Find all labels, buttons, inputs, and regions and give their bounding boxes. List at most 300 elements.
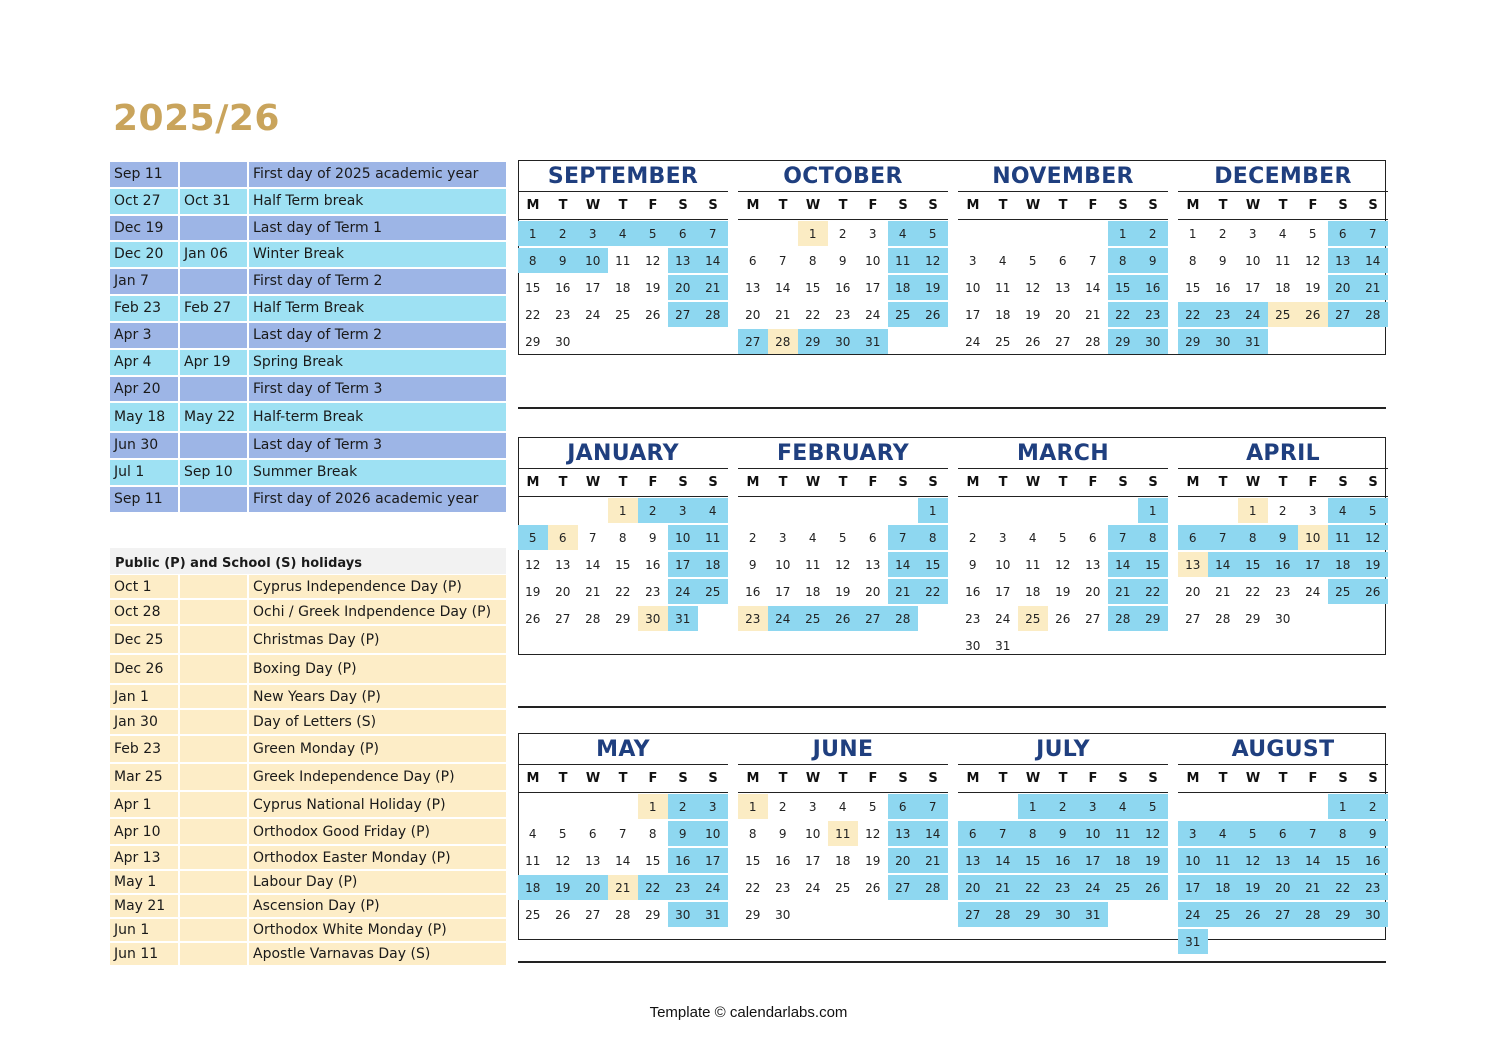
- weekday-label: T: [558, 475, 568, 490]
- weekday-label: S: [928, 771, 938, 786]
- holiday-date-cell: Apr 1: [110, 792, 180, 817]
- empty-day-cell: [888, 329, 918, 354]
- day-cell: 19: [835, 585, 851, 599]
- day-cell: 2: [748, 531, 757, 545]
- footer-credit: Template © calendarlabs.com: [649, 1004, 848, 1021]
- week-row: [738, 497, 948, 524]
- day-cell: 2: [1358, 794, 1388, 819]
- day-cell: 13: [865, 558, 881, 572]
- weekday-label: T: [1218, 771, 1228, 786]
- day-cell: 6: [958, 821, 988, 846]
- weekday-label: F: [1088, 771, 1098, 786]
- weekday-label: F: [648, 771, 658, 786]
- week-row: [1178, 524, 1388, 551]
- day-cell: 1: [1018, 794, 1048, 819]
- term-description-cell: Last day of Term 3: [249, 433, 506, 458]
- day-cell: 6: [1328, 221, 1358, 246]
- week-row: [958, 274, 1168, 301]
- empty-day-cell: [518, 498, 548, 523]
- holiday-row: [110, 846, 506, 871]
- day-cell: 4: [1108, 794, 1138, 819]
- weekday-label: T: [1058, 771, 1068, 786]
- day-cell: 17: [965, 308, 981, 322]
- empty-day-cell: [1298, 329, 1328, 354]
- holiday-name-cell: Ascension Day (P): [249, 895, 506, 917]
- term-description-cell: Last day of Term 2: [249, 323, 506, 348]
- day-cell: 27: [585, 908, 601, 922]
- empty-day-cell: [1268, 794, 1298, 819]
- day-cell: 24: [768, 606, 798, 631]
- day-cell: 24: [668, 579, 698, 604]
- weekday-label: M: [526, 198, 540, 213]
- day-cell: 2: [548, 221, 578, 246]
- holiday-name-cell: Cyprus Independence Day (P): [249, 575, 506, 598]
- empty-day-cell: [1108, 902, 1138, 927]
- day-cell: 27: [1268, 902, 1298, 927]
- holiday-row: [110, 792, 506, 819]
- holiday-date-cell: Jun 1: [110, 919, 180, 941]
- day-cell: 1: [1238, 498, 1268, 523]
- day-cell: 27: [1185, 612, 1201, 626]
- day-cell: 8: [1328, 821, 1358, 846]
- empty-day-cell: [518, 794, 548, 819]
- holiday-name-cell: Cyprus National Holiday (P): [249, 792, 506, 817]
- day-cell: 10: [1078, 821, 1108, 846]
- term-start-cell: Oct 27: [110, 189, 180, 214]
- day-cell: 10: [668, 525, 698, 550]
- holiday-empty-cell: [180, 819, 249, 844]
- month-name: NOVEMBER: [992, 164, 1134, 189]
- day-cell: 15: [1108, 275, 1138, 300]
- weekday-label: S: [1368, 198, 1378, 213]
- empty-day-cell: [578, 794, 608, 819]
- holiday-date-cell: Dec 25: [110, 626, 180, 653]
- day-cell: 12: [555, 854, 571, 868]
- day-cell: 17: [1245, 281, 1261, 295]
- holiday-date-cell: Jan 1: [110, 685, 180, 708]
- day-cell: 3: [998, 531, 1007, 545]
- month-december: [1178, 162, 1388, 355]
- day-cell: 30: [828, 329, 858, 354]
- month-may: [518, 735, 728, 928]
- day-cell: 6: [888, 794, 918, 819]
- weekday-label: F: [1308, 771, 1318, 786]
- empty-day-cell: [1078, 633, 1108, 658]
- day-cell: 18: [995, 308, 1011, 322]
- weekday-label: T: [778, 475, 788, 490]
- weekday-label: W: [1245, 475, 1261, 490]
- day-cell: 21: [888, 579, 918, 604]
- day-cell: 19: [645, 281, 661, 295]
- day-cell: 20: [555, 585, 571, 599]
- empty-day-cell: [768, 221, 798, 246]
- day-cell: 7: [588, 531, 597, 545]
- day-cell: 3: [778, 531, 787, 545]
- holiday-date-cell: May 21: [110, 895, 180, 917]
- weekday-label: M: [1186, 475, 1200, 490]
- month-october: [738, 162, 948, 355]
- day-cell: 19: [865, 854, 881, 868]
- day-cell: 3: [1308, 504, 1317, 518]
- day-cell: 9: [1138, 248, 1168, 273]
- weekday-label: F: [1088, 198, 1098, 213]
- day-cell: 20: [1185, 585, 1201, 599]
- day-cell: 22: [1018, 875, 1048, 900]
- month-name: MAY: [596, 737, 650, 762]
- empty-day-cell: [1178, 794, 1208, 819]
- term-row: [110, 433, 506, 460]
- term-end-cell: [180, 377, 249, 401]
- week-row: [958, 632, 1168, 659]
- day-cell: 25: [615, 308, 631, 322]
- term-row: [110, 377, 506, 403]
- week-row: [1178, 874, 1388, 901]
- empty-day-cell: [1358, 606, 1388, 631]
- day-cell: 17: [1178, 875, 1208, 900]
- holiday-row: [110, 655, 506, 685]
- weekday-label: F: [648, 475, 658, 490]
- weekday-label: T: [1278, 475, 1288, 490]
- holiday-name-cell: Orthodox White Monday (P): [249, 919, 506, 941]
- day-cell: 28: [1298, 902, 1328, 927]
- holiday-name-cell: Greek Independence Day (P): [249, 764, 506, 790]
- day-cell: 16: [745, 585, 761, 599]
- day-cell: 25: [1268, 302, 1298, 327]
- day-cell: 10: [865, 254, 881, 268]
- day-cell: 21: [918, 848, 948, 873]
- day-cell: 13: [1268, 848, 1298, 873]
- term-description-cell: First day of 2025 academic year: [249, 162, 506, 187]
- day-cell: 2: [838, 227, 847, 241]
- weekday-label: S: [1338, 475, 1348, 490]
- day-cell: 29: [1328, 902, 1358, 927]
- day-cell: 10: [995, 558, 1011, 572]
- weekday-header: [518, 191, 728, 220]
- day-cell: 4: [608, 221, 638, 246]
- holiday-empty-cell: [180, 600, 249, 624]
- day-cell: 29: [1178, 329, 1208, 354]
- empty-day-cell: [698, 329, 728, 354]
- holiday-name-cell: Ochi / Greek Indpendence Day (P): [249, 600, 506, 624]
- day-cell: 6: [1178, 525, 1208, 550]
- day-cell: 29: [745, 908, 761, 922]
- day-cell: 4: [528, 827, 537, 841]
- day-cell: 6: [548, 525, 578, 550]
- day-cell: 3: [868, 227, 877, 241]
- day-cell: 28: [585, 612, 601, 626]
- week-row: [738, 328, 948, 355]
- day-cell: 7: [988, 821, 1018, 846]
- day-cell: 3: [668, 498, 698, 523]
- empty-day-cell: [1048, 221, 1078, 246]
- weekday-header: [1178, 468, 1388, 497]
- holiday-name-cell: Boxing Day (P): [249, 655, 506, 683]
- term-end-cell: Jan 06: [180, 242, 249, 267]
- week-row: [518, 578, 728, 605]
- day-cell: 11: [615, 254, 631, 268]
- week-row: [738, 220, 948, 247]
- day-cell: 12: [865, 827, 881, 841]
- term-row: [110, 242, 506, 269]
- day-cell: 8: [748, 827, 757, 841]
- day-cell: 11: [828, 821, 858, 846]
- weekday-label: T: [618, 475, 628, 490]
- weekday-label: F: [1088, 475, 1098, 490]
- day-cell: 10: [1178, 848, 1208, 873]
- day-cell: 11: [525, 854, 541, 868]
- day-cell: 14: [615, 854, 631, 868]
- weekday-label: T: [1058, 198, 1068, 213]
- day-cell: 8: [648, 827, 657, 841]
- week-row: [738, 793, 948, 820]
- day-cell: 26: [1025, 335, 1041, 349]
- holiday-empty-cell: [180, 943, 249, 965]
- day-cell: 5: [518, 525, 548, 550]
- holiday-empty-cell: [180, 710, 249, 734]
- empty-day-cell: [958, 221, 988, 246]
- week-row: [738, 247, 948, 274]
- term-row: [110, 216, 506, 242]
- day-cell: 16: [645, 558, 661, 572]
- empty-day-cell: [1018, 221, 1048, 246]
- holiday-date-cell: Jun 11: [110, 943, 180, 965]
- weekday-label: T: [838, 198, 848, 213]
- day-cell: 15: [745, 854, 761, 868]
- empty-day-cell: [1268, 329, 1298, 354]
- day-cell: 28: [1215, 612, 1231, 626]
- holiday-row: [110, 600, 506, 626]
- weekday-label: W: [805, 198, 821, 213]
- day-cell: 28: [615, 908, 631, 922]
- weekday-label: F: [1308, 198, 1318, 213]
- day-cell: 9: [1358, 821, 1388, 846]
- term-row: [110, 162, 506, 189]
- day-cell: 6: [1088, 531, 1097, 545]
- day-cell: 17: [805, 854, 821, 868]
- day-cell: 12: [918, 248, 948, 273]
- holiday-name-cell: Orthodox Easter Monday (P): [249, 846, 506, 869]
- weekday-label: M: [966, 475, 980, 490]
- day-cell: 30: [1275, 612, 1291, 626]
- weekday-label: M: [1186, 771, 1200, 786]
- weekday-header: [1178, 191, 1388, 220]
- day-cell: 9: [1268, 525, 1298, 550]
- day-cell: 21: [1298, 875, 1328, 900]
- day-cell: 22: [1245, 585, 1261, 599]
- week-row: [738, 820, 948, 847]
- empty-day-cell: [888, 902, 918, 927]
- day-cell: 1: [1138, 498, 1168, 523]
- day-cell: 29: [1138, 606, 1168, 631]
- day-cell: 4: [1208, 821, 1238, 846]
- weekday-label: T: [1058, 475, 1068, 490]
- week-row: [958, 820, 1168, 847]
- empty-day-cell: [578, 329, 608, 354]
- day-cell: 25: [888, 302, 918, 327]
- day-cell: 30: [668, 902, 698, 927]
- week-row: [1178, 247, 1388, 274]
- empty-day-cell: [918, 902, 948, 927]
- day-cell: 6: [588, 827, 597, 841]
- weekday-label: S: [1338, 198, 1348, 213]
- holiday-row: [110, 819, 506, 846]
- term-row: [110, 323, 506, 350]
- day-cell: 19: [1358, 552, 1388, 577]
- day-cell: 30: [555, 335, 571, 349]
- month-name: JANUARY: [567, 441, 679, 466]
- day-cell: 30: [1358, 902, 1388, 927]
- term-end-cell: Sep 10: [180, 460, 249, 485]
- day-cell: 19: [1138, 848, 1168, 873]
- day-cell: 21: [1108, 579, 1138, 604]
- holiday-row: [110, 685, 506, 710]
- weekday-label: M: [526, 771, 540, 786]
- day-cell: 26: [1055, 612, 1071, 626]
- empty-day-cell: [1178, 498, 1208, 523]
- holiday-row: [110, 626, 506, 655]
- day-cell: 14: [1085, 281, 1101, 295]
- day-cell: 13: [888, 821, 918, 846]
- empty-day-cell: [1358, 329, 1388, 354]
- month-march: [958, 439, 1168, 659]
- week-row: [518, 328, 728, 355]
- day-cell: 29: [645, 908, 661, 922]
- day-cell: 14: [1108, 552, 1138, 577]
- empty-day-cell: [1358, 929, 1388, 954]
- day-cell: 4: [998, 254, 1007, 268]
- week-row: [518, 524, 728, 551]
- day-cell: 1: [918, 498, 948, 523]
- week-row: [958, 793, 1168, 820]
- weekday-label: W: [805, 475, 821, 490]
- day-cell: 18: [518, 875, 548, 900]
- term-start-cell: Apr 3: [110, 323, 180, 348]
- week-row: [958, 247, 1168, 274]
- day-cell: 4: [1278, 227, 1287, 241]
- day-cell: 30: [965, 639, 981, 653]
- day-cell: 28: [1358, 302, 1388, 327]
- weekday-label: T: [778, 771, 788, 786]
- day-cell: 27: [738, 329, 768, 354]
- day-cell: 20: [958, 875, 988, 900]
- day-cell: 20: [668, 275, 698, 300]
- day-cell: 26: [555, 908, 571, 922]
- term-row: [110, 350, 506, 377]
- weekday-label: S: [1148, 198, 1158, 213]
- day-cell: 13: [1085, 558, 1101, 572]
- day-cell: 16: [1268, 552, 1298, 577]
- day-cell: 30: [638, 606, 668, 631]
- empty-day-cell: [798, 498, 828, 523]
- day-cell: 5: [638, 221, 668, 246]
- day-cell: 14: [1358, 248, 1388, 273]
- day-cell: 25: [798, 606, 828, 631]
- day-cell: 12: [525, 558, 541, 572]
- holiday-empty-cell: [180, 895, 249, 917]
- day-cell: 1: [738, 794, 768, 819]
- weekday-header: [1178, 764, 1388, 793]
- week-row: [1178, 328, 1388, 355]
- term-description-cell: Winter Break: [249, 242, 506, 267]
- empty-day-cell: [958, 794, 988, 819]
- holiday-date-cell: Feb 23: [110, 736, 180, 762]
- term-start-cell: Jan 7: [110, 269, 180, 294]
- day-cell: 22: [918, 579, 948, 604]
- month-august: [1178, 735, 1388, 955]
- day-cell: 14: [775, 281, 791, 295]
- day-cell: 20: [865, 585, 881, 599]
- day-cell: 13: [1328, 248, 1358, 273]
- day-cell: 16: [965, 585, 981, 599]
- weekday-label: W: [1245, 771, 1261, 786]
- month-july: [958, 735, 1168, 928]
- holiday-date-cell: Apr 13: [110, 846, 180, 869]
- empty-day-cell: [858, 902, 888, 927]
- week-row: [1178, 820, 1388, 847]
- week-row: [518, 497, 728, 524]
- holiday-name-cell: Orthodox Good Friday (P): [249, 819, 506, 844]
- weekday-label: S: [1118, 771, 1128, 786]
- weekday-label: S: [1368, 475, 1378, 490]
- day-cell: 20: [1268, 875, 1298, 900]
- day-cell: 28: [698, 302, 728, 327]
- holiday-empty-cell: [180, 685, 249, 708]
- holiday-empty-cell: [180, 919, 249, 941]
- empty-day-cell: [1238, 929, 1268, 954]
- weekday-label: T: [998, 771, 1008, 786]
- day-cell: 18: [1108, 848, 1138, 873]
- day-cell: 21: [585, 585, 601, 599]
- day-cell: 12: [1025, 281, 1041, 295]
- day-cell: 27: [1055, 335, 1071, 349]
- week-row: [738, 551, 948, 578]
- weekday-label: M: [746, 475, 760, 490]
- day-cell: 16: [668, 848, 698, 873]
- week-row: [738, 605, 948, 632]
- day-cell: 9: [968, 558, 977, 572]
- empty-day-cell: [548, 794, 578, 819]
- day-cell: 26: [865, 881, 881, 895]
- day-cell: 23: [645, 585, 661, 599]
- quarter-separator: [518, 407, 1386, 409]
- weekday-label: S: [928, 198, 938, 213]
- page-title: 2025/26: [113, 98, 280, 139]
- day-cell: 18: [698, 552, 728, 577]
- day-cell: 23: [668, 875, 698, 900]
- day-cell: 2: [1138, 221, 1168, 246]
- holidays-heading: Public (P) and School (S) holidays: [110, 548, 506, 574]
- week-row: [958, 847, 1168, 874]
- weekday-label: F: [868, 198, 878, 213]
- day-cell: 10: [698, 821, 728, 846]
- weekday-label: W: [1245, 198, 1261, 213]
- day-cell: 7: [1298, 821, 1328, 846]
- weekday-header: [518, 468, 728, 497]
- day-cell: 18: [1275, 281, 1291, 295]
- day-cell: 19: [548, 875, 578, 900]
- week-row: [1178, 901, 1388, 928]
- week-row: [958, 551, 1168, 578]
- week-row: [958, 578, 1168, 605]
- day-cell: 31: [1078, 902, 1108, 927]
- day-cell: 6: [748, 254, 757, 268]
- day-cell: 13: [555, 558, 571, 572]
- day-cell: 30: [1138, 329, 1168, 354]
- day-cell: 23: [555, 308, 571, 322]
- day-cell: 26: [645, 308, 661, 322]
- day-cell: 17: [668, 552, 698, 577]
- day-cell: 3: [1078, 794, 1108, 819]
